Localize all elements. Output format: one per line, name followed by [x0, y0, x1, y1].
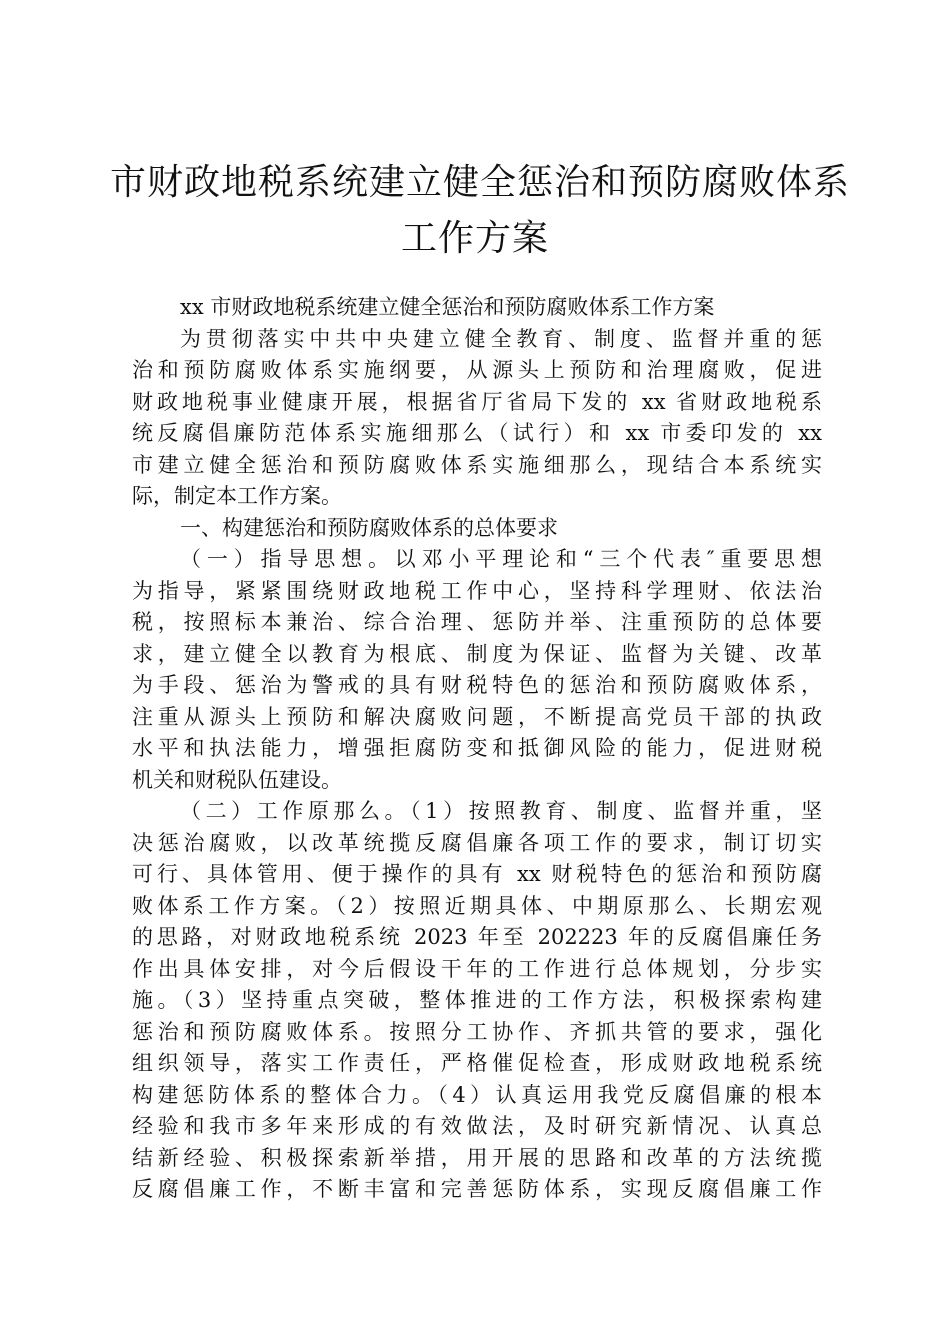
text-line: 为手段、惩治为警戒的具有财税特色的惩治和预防腐败体系，	[132, 673, 822, 697]
text-line: 求，建立健全以教育为根底、制度为保证、监督为关键、改革	[132, 641, 822, 666]
text-line: 机关和财税队伍建设。	[132, 767, 342, 792]
document-body	[132, 292, 822, 1206]
text-line: 财政地税事业健康开展，根据省厅省局下发的 xx 省财政地税系	[132, 389, 822, 414]
text-line: 构建惩防体系的整体合力。（4）认真运用我党反腐倡廉的根本	[132, 1082, 822, 1107]
text-line: 的思路，对财政地税系统 2023 年至 202223 年的反腐倡廉任务	[132, 925, 822, 949]
text-line: 市建立健全惩治和预防腐败体系实施细那么，现结合本系统实	[132, 452, 822, 477]
text-line: 经验和我市多年来形成的有效做法，及时研究新情况、认真总	[132, 1114, 822, 1138]
text-line: 反腐倡廉工作，不断丰富和完善惩防体系，实现反腐倡廉工作	[132, 1177, 822, 1201]
text-line: 为贯彻落实中共中央建立健全教育、制度、监督并重的惩	[180, 326, 822, 351]
text-line: 决惩治腐败，以改革统揽反腐倡廉各项工作的要求，制订切实	[132, 830, 822, 855]
document-title-line-1: 市财政地税系统建立健全惩治和预防腐败体系	[110, 162, 851, 203]
text-line: 际，制定本工作方案。	[132, 484, 342, 508]
document-title-line-2: 工作方案	[400, 218, 549, 259]
text-line: 可行、具体管用、便于操作的具有 xx 财税特色的惩治和预防腐	[132, 862, 822, 886]
text-line: 为指导，紧紧围绕财政地税工作中心，坚持科学理财、依法治	[132, 578, 822, 603]
text-line: （二）工作原那么。（1）按照教育、制度、监督并重，坚	[180, 799, 822, 823]
text-line: 惩治和预防腐败体系。按照分工协作、齐抓共管的要求，强化	[132, 1019, 822, 1044]
text-line: 统反腐倡廉防范体系实施细那么（试行）和 xx 市委印发的 xx	[132, 421, 822, 445]
text-line: 败体系工作方案。（2）按照近期具体、中期原那么、长期宏观	[132, 893, 822, 918]
subtitle-line: xx 市财政地税系统建立健全惩治和预防腐败体系工作方案	[180, 295, 715, 319]
text-line: 治和预防腐败体系实施纲要，从源头上预防和治理腐败，促进	[132, 358, 822, 382]
text-line: 施。（3）坚持重点突破，整体推进的工作方法，积极探索构建	[132, 988, 822, 1012]
text-line: 税，按照标本兼治、综合治理、惩防并举、注重预防的总体要	[132, 610, 822, 634]
text-line: 注重从源头上预防和解决腐败问题，不断提高党员干部的执政	[132, 704, 822, 729]
text-line: 结新经验、积极探索新举措，用开展的思路和改革的方法统揽	[132, 1145, 822, 1170]
text-line: 水平和执法能力，增强拒腐防变和抵御风险的能力，促进财税	[132, 736, 822, 760]
text-line: 组织领导，落实工作责任，严格催促检查，形成财政地税系统	[132, 1051, 822, 1075]
text-line: 作出具体安排，对今后假设干年的工作进行总体规划，分步实	[132, 956, 822, 981]
section-heading: 一、构建惩治和预防腐败体系的总体要求	[180, 515, 558, 540]
text-line: （一）指导思想。以邓小平理论和“三个代表″重要思想	[180, 547, 822, 571]
